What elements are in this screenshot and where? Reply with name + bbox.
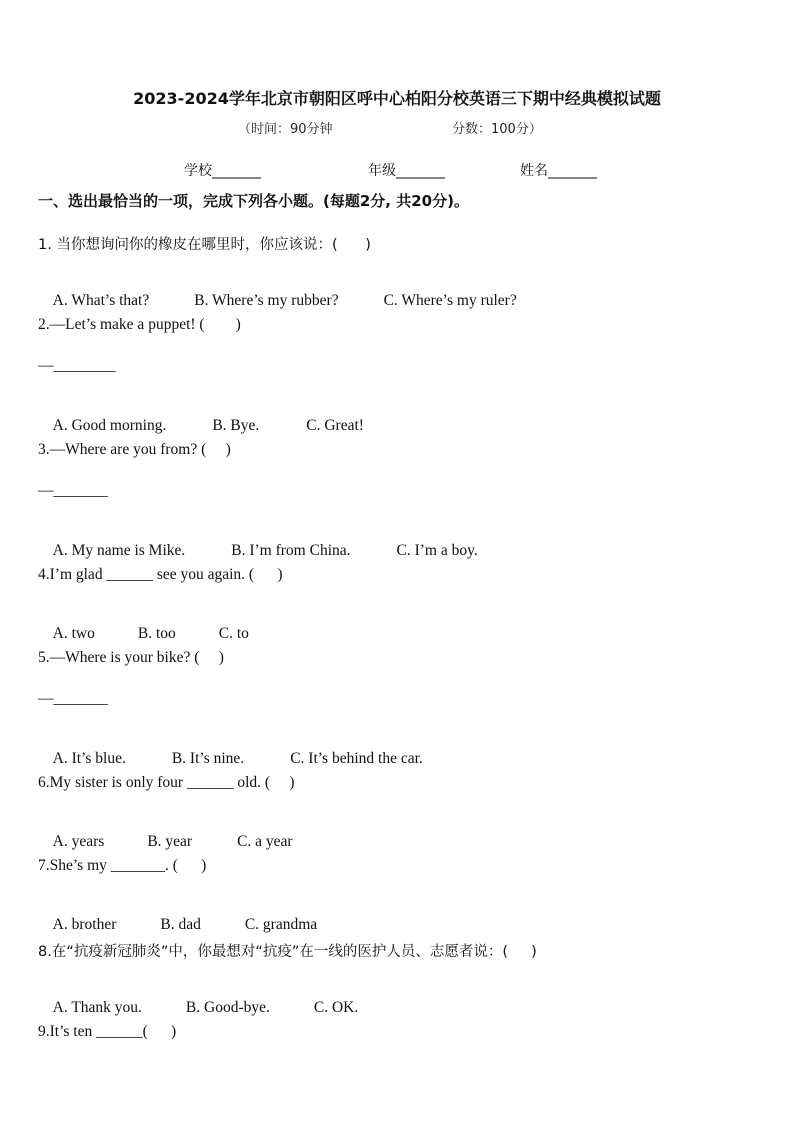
option-a: A. two (52, 625, 95, 642)
question-stem: 1. 当你想询问你的橡皮在哪里时，你应该说：( ) (38, 237, 371, 253)
option-a: A. What’s that? (52, 292, 150, 309)
option-c: C. OK. (313, 999, 359, 1016)
question-stem: 3.—Where are you from? ( ) (38, 441, 231, 458)
question-stem: 6.My sister is only four ______ old. ( ) (38, 774, 295, 791)
answer-blank: —_______ (38, 690, 108, 707)
option-b: B. dad (160, 916, 201, 933)
option-b: B. year (147, 833, 193, 850)
question-stem: 7.She’s my _______. ( ) (38, 857, 207, 874)
option-a: A. years (52, 833, 105, 850)
option-b: B. It’s nine. (171, 750, 245, 767)
option-a: A. brother (52, 916, 117, 933)
option-b: B. Bye. (212, 417, 260, 434)
question-stem: 5.—Where is your bike? ( ) (38, 649, 224, 666)
option-b: B. Where’s my rubber? (194, 292, 339, 309)
question-stem: 9.It’s ten ______( ) (38, 1023, 177, 1040)
exam-time: （时间：90分钟 (238, 122, 333, 137)
option-a: A. It’s blue. (52, 750, 126, 767)
option-c: C. to (218, 625, 249, 642)
option-c: C. grandma (244, 916, 318, 933)
question-stem: 8.在“抗疫新冠肺炎”中，你最想对“抗疫”在一线的医护人员、志愿者说：( ) (38, 944, 537, 960)
option-b: B. Good-bye. (185, 999, 270, 1016)
school-field: 学校_______ (184, 163, 261, 179)
section-heading: 一、选出最恰当的一项，完成下列各小题。(每题2分, 共20分)。 (38, 192, 469, 210)
grade-field: 年级_______ (368, 163, 445, 179)
option-c: C. a year (237, 833, 293, 850)
name-field: 姓名_______ (520, 163, 597, 179)
option-b: B. too (137, 625, 176, 642)
option-a: A. Good morning. (52, 417, 167, 434)
answer-blank: —________ (38, 357, 116, 374)
question-stem: 2.—Let’s make a puppet! ( ) (38, 316, 241, 333)
option-c: C. It’s behind the car. (290, 750, 423, 767)
option-b: B. I’m from China. (231, 542, 351, 559)
option-a: A. Thank you. (52, 999, 142, 1016)
option-c: C. Where’s my ruler? (383, 292, 517, 309)
option-c: C. Great! (306, 417, 364, 434)
option-a: A. My name is Mike. (52, 542, 186, 559)
exam-title: 2023-2024学年北京市朝阳区呼中心柏阳分校英语三下期中经典模拟试题 (133, 89, 661, 108)
answer-blank: —_______ (38, 482, 108, 499)
exam-score: 分数：100分） (452, 122, 542, 137)
question-stem: 4.I’m glad ______ see you again. ( ) (38, 566, 283, 583)
option-c: C. I’m a boy. (396, 542, 478, 559)
